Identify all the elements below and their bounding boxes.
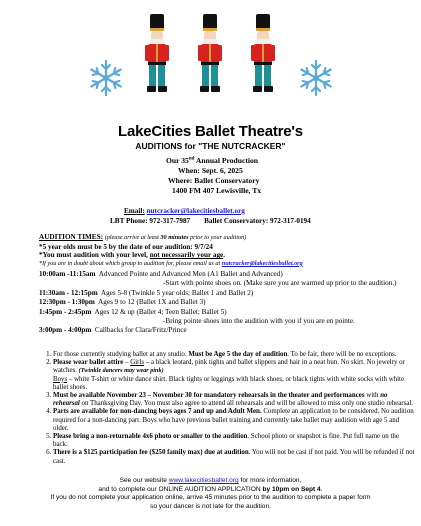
audition-rules-list: [39, 351, 415, 466]
audition-location: Where: Ballet Conservatory: [168, 176, 260, 185]
email-line: Email: nutcracker@lakecitiesballet.org: [124, 207, 245, 215]
rule-item: 5. Please bring a non-returnable 4x6 photo or smaller to the audition. School photo or snapshot is fine. Put full name on the back.: [53, 433, 415, 449]
conservatory-phone: Ballet Conservatory: 972-317-0194: [204, 217, 311, 225]
schedule-row: 3:00pm - 4:00pm Callbacks for Clara/Fritz/Prince: [39, 326, 187, 335]
rule-item: 4. Parts are available for non-dancing boys ages 7 and up and Adult Men. Complete an application to be considered. No audition required for a non-dancing part. Boys who have previous ballet training and currently take ballet may audition with age 5 and older.: [53, 408, 415, 433]
website-link[interactable]: www.lakecitiesballet.org: [168, 477, 239, 484]
doubt-email-link[interactable]: nutcracker@lakecitiesballet.org: [221, 259, 303, 267]
level-note: *You must audition with your level, not necessarily your age.: [39, 251, 226, 260]
rule-item: 6. There is a $125 participation fee ($250 family max) due at audition. You will not be cast if not paid. You will be refunded if not cast.: [53, 449, 415, 465]
rule-item: 2. Please wear ballet attire – Girls – a black leotard, pink tights and ballet slippers and hair in a neat bun. No skirt. No jewelry or watches. (Twinkle dancers may wear pink) Boys – white T-shirt or white dance shirt. Black tights or leggings with black shoes, or black tights with white socks with white ballet shoes.: [53, 359, 415, 392]
audition-times-notes: AUDITION TIMES: (please arrive at least 30 minutes prior to your audition) *5 year olds must be 5 by the date of our audition: 9/7/24 *You must audition with your level, not necessarily your age. *If you are in doubt about which group to audition for, please email us at nutcracker@lakecitiesballet.org: [39, 233, 303, 267]
nutcracker-soldiers: [137, 10, 283, 94]
footer: See our website www.lakecitiesballet.org for more information, and to complete our ONLINE AUDITION APPLICATION by 10pm on Sept 4. If you do not complete your application online, arrive 45 minutes prior to the audition to complete a paper form so your dancer is not late for the audition.: [50, 477, 371, 510]
audition-schedule: [39, 270, 409, 336]
schedule-row: 1:45pm - 2:45pm Ages 12 & up (Ballet 4; Teen Ballet; Ballet 5): [39, 307, 227, 316]
doubt-note: *If you are in doubt about which group to audition for, please email us at nutcracker@lakecitiesballet.org: [39, 259, 303, 267]
production-number: Our 35nd Annual Production: [166, 156, 259, 165]
audition-address: 1400 FM 407 Lewisville, Tx: [172, 186, 262, 195]
age-note: *5 year olds must be 5 by the date of our audition: 9/7/24: [39, 242, 213, 251]
rule-item: 3. Must be available November 23 – November 30 for mandatory rehearsals in the theater and performances with no rehearsal on Thanksgiving Day. You must also agree to attend all rehearsals and will be allowed to miss only one studio rehearsal.: [53, 392, 415, 408]
audition-date: When: Sept. 6, 2025: [178, 166, 243, 175]
audition-times-heading: AUDITION TIMES:: [39, 233, 103, 241]
page-subtitle: AUDITIONS for "THE NUTCRACKER": [135, 141, 286, 151]
snowflake-icon: [86, 58, 126, 98]
schedule-row: 11:30am - 12:15pm Ages 5-8 (Twinkle 5 year olds; Ballet 1 and Ballet 2): [39, 288, 254, 297]
snowflake-icon: [296, 58, 336, 98]
rule-item: 1. For those currently studying ballet at any studio. Must be Age 5 the day of audition. To be fair, there will be no exceptions.: [53, 351, 415, 359]
phone-line: [110, 217, 311, 225]
schedule-note: -Bring pointe shoes into the audition with you if you are en pointe.: [163, 317, 355, 326]
email-link[interactable]: nutcracker@lakecitiesballet.org: [146, 207, 245, 215]
lbt-phone: LBT Phone: 972-317-7987: [110, 217, 191, 225]
schedule-row: 10:00am -11:15am Advanced Pointe and Advanced Men (A1 Ballet and Advanced): [39, 270, 283, 278]
schedule-row: 12:30pm - 1:30pm Ages 9 to 12 (Ballet 1X and Ballet 3): [39, 298, 206, 307]
schedule-note: -Start with pointe shoes on. (Make sure you are warmed up prior to the audition.): [163, 279, 397, 288]
page-title: LakeCities Ballet Theatre's: [118, 123, 303, 140]
